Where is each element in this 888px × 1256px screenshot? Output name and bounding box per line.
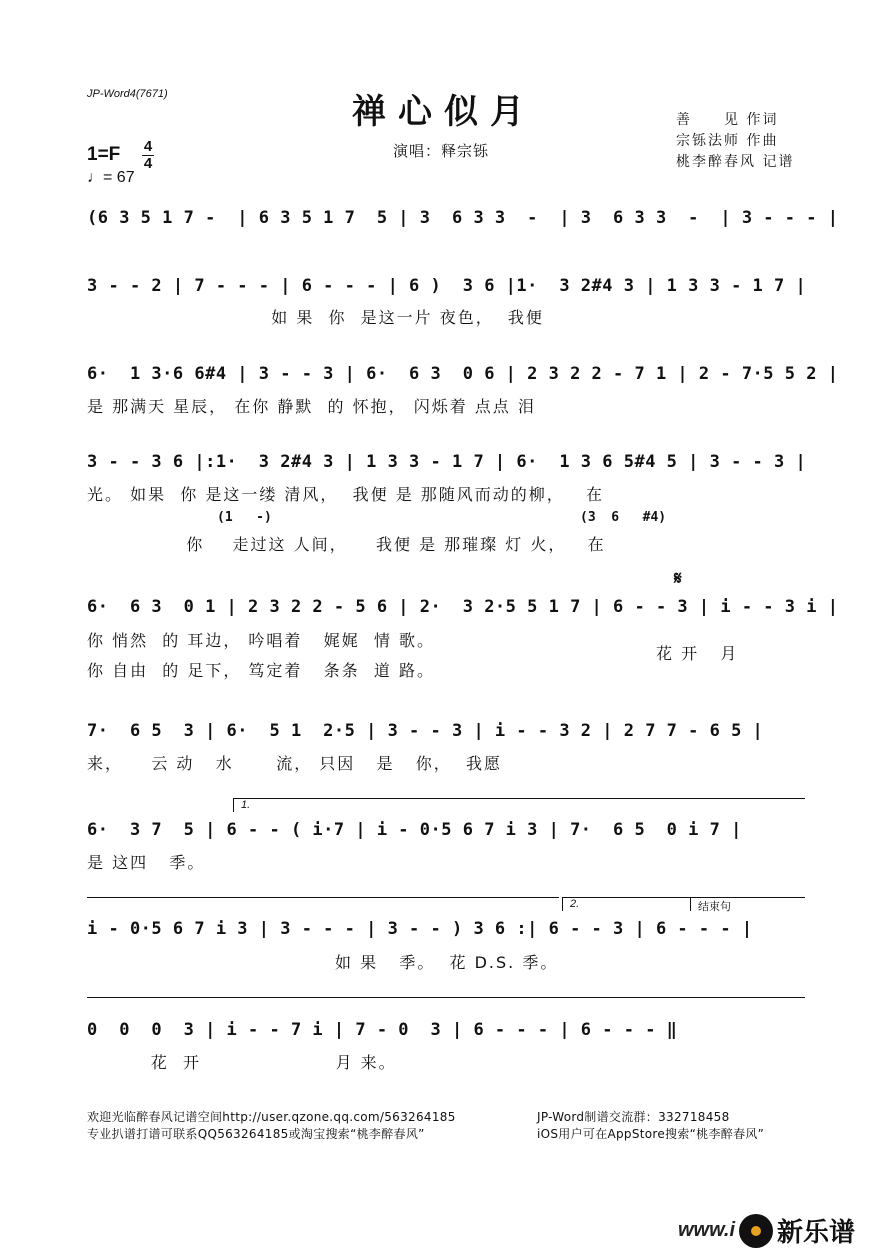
segno-sign: 𝄋 bbox=[674, 568, 682, 589]
logo-url: www.i bbox=[678, 1219, 736, 1241]
meter-top: 4 bbox=[143, 138, 153, 155]
composer-credit: 宗铄法师 作曲 bbox=[676, 133, 779, 149]
score-row-2: 3 - - 2 | 7 - - - | 6 - - - | 6 ) 3 6 |1· 3 2#4 3 | 1 3 3 - 1 7 | bbox=[87, 276, 807, 296]
lyrics-row-4b: 你 走过这 人间， 我便 是 那璀璨 灯 火， 在 bbox=[87, 535, 606, 554]
lyrics-row-6: 来， 云 动 水 流， 只因 是 你， 我愿 bbox=[87, 754, 502, 773]
volta-1-bracket bbox=[233, 798, 805, 799]
volta-1-hook bbox=[233, 798, 234, 812]
lyricist-credit: 善 见 作词 bbox=[676, 112, 779, 128]
lyrics-row-9: 花 开 月 来。 bbox=[87, 1053, 397, 1072]
score-row-3: 6· 1 3·6 6#4 | 3 - - 3 | 6· 6 3 0 6 | 2 3 2 2 - 7 1 | 2 - 7·5 5 2 | bbox=[87, 364, 839, 384]
lyrics-row-7: 是 这四 季。 bbox=[87, 853, 206, 872]
footer-ios: iOS用户可在AppStore搜索“桃李醉春风” bbox=[537, 1127, 765, 1141]
footer-right bbox=[537, 1109, 764, 1143]
score-row-8: i - 0·5 6 7 i 3 | 3 - - - | 3 - - ) 3 6 :| 6 - - 3 | 6 - - - | bbox=[87, 919, 753, 939]
volta-1-label: 1. bbox=[241, 799, 251, 811]
tempo-marking: ♩= 67 bbox=[87, 169, 135, 186]
volta-2-bracket bbox=[562, 897, 805, 898]
footer-website: 欢迎光临醉春风记谱空间http://user.qzone.qq.com/563264185 bbox=[87, 1110, 456, 1124]
lyrics-row-8: 如 果 季。 花 D.S. 季。 bbox=[87, 953, 559, 972]
lyrics-row-5-aside: 花 开 月 bbox=[656, 644, 739, 663]
score-row-1: (6 3 5 1 7 - | 6 3 5 1 7 5 | 3 6 3 3 - | 3 6 3 3 - | 3 - - - | bbox=[87, 208, 839, 228]
ending-hook bbox=[690, 897, 691, 911]
site-logo[interactable] bbox=[678, 1212, 855, 1249]
ending-label: 结束句 bbox=[698, 901, 731, 913]
software-version: JP-Word4(7671) bbox=[87, 88, 168, 100]
meter-bottom: 4 bbox=[143, 155, 153, 172]
song-title: 禅心似月 bbox=[352, 92, 536, 132]
score-row-7: 6· 3 7 5 | 6 - - ( i·7 | i - 0·5 6 7 i 3 | 7· 6 5 0 i 7 | bbox=[87, 820, 742, 840]
footer-left bbox=[87, 1109, 456, 1143]
record-disc-icon bbox=[739, 1214, 773, 1248]
lyrics-row-5b: 你 自由 的 足下， 笃定着 条条 道 路。 bbox=[87, 661, 435, 680]
ending-continue bbox=[87, 997, 805, 998]
logo-brand: 新乐谱 bbox=[777, 1218, 856, 1248]
lyrics-row-4: 光。 如果 你 是这一缕 清风， 我便 是 那随风而动的柳， 在 bbox=[87, 485, 605, 504]
footer-group: JP-Word制谱交流群：332718458 bbox=[537, 1110, 730, 1124]
footer-contact: 专业扒谱打谱可联系QQ563264185或淘宝搜索“桃李醉春风” bbox=[87, 1127, 425, 1141]
sub-notes-1: (1 -) bbox=[217, 510, 272, 525]
lyrics-row-2: 如 果 你 是这一片 夜色， 我便 bbox=[87, 308, 544, 327]
singer-credit: 演唱：释宗铄 bbox=[393, 142, 490, 160]
transcriber-credit: 桃李醉春风 记谱 bbox=[676, 154, 795, 170]
score-row-4: 3 - - 3 6 |:1· 3 2#4 3 | 1 3 3 - 1 7 | 6· 1 3 6 5#4 5 | 3 - - 3 | bbox=[87, 452, 807, 472]
volta-2-hook bbox=[562, 897, 563, 911]
sub-notes-2: (3 6 #4) bbox=[580, 510, 667, 525]
lyrics-row-3: 是 那满天 星辰， 在你 静默 的 怀抱， 闪烁着 点点 泪 bbox=[87, 397, 536, 416]
volta-1-continue bbox=[87, 897, 559, 898]
score-row-6: 7· 6 5 3 | 6· 5 1 2·5 | 3 - - 3 | i - - 3 2 | 2 7 7 - 6 5 | bbox=[87, 721, 764, 741]
time-signature bbox=[142, 140, 154, 171]
lyrics-row-5: 你 悄然 的 耳边， 吟唱着 娓娓 情 歌。 bbox=[87, 631, 435, 650]
volta-2-label: 2. bbox=[570, 898, 580, 910]
author-credits bbox=[676, 110, 794, 173]
key-signature: 1=F bbox=[87, 144, 121, 165]
score-row-9: 0 0 0 3 | i - - 7 i | 7 - 0 3 | 6 - - - | 6 - - - ‖ bbox=[87, 1020, 678, 1040]
score-row-5: 6· 6 3 0 1 | 2 3 2 2 - 5 6 | 2· 3 2·5 5 1 7 | 6 - - 3 | i - - 3 i | bbox=[87, 597, 839, 617]
